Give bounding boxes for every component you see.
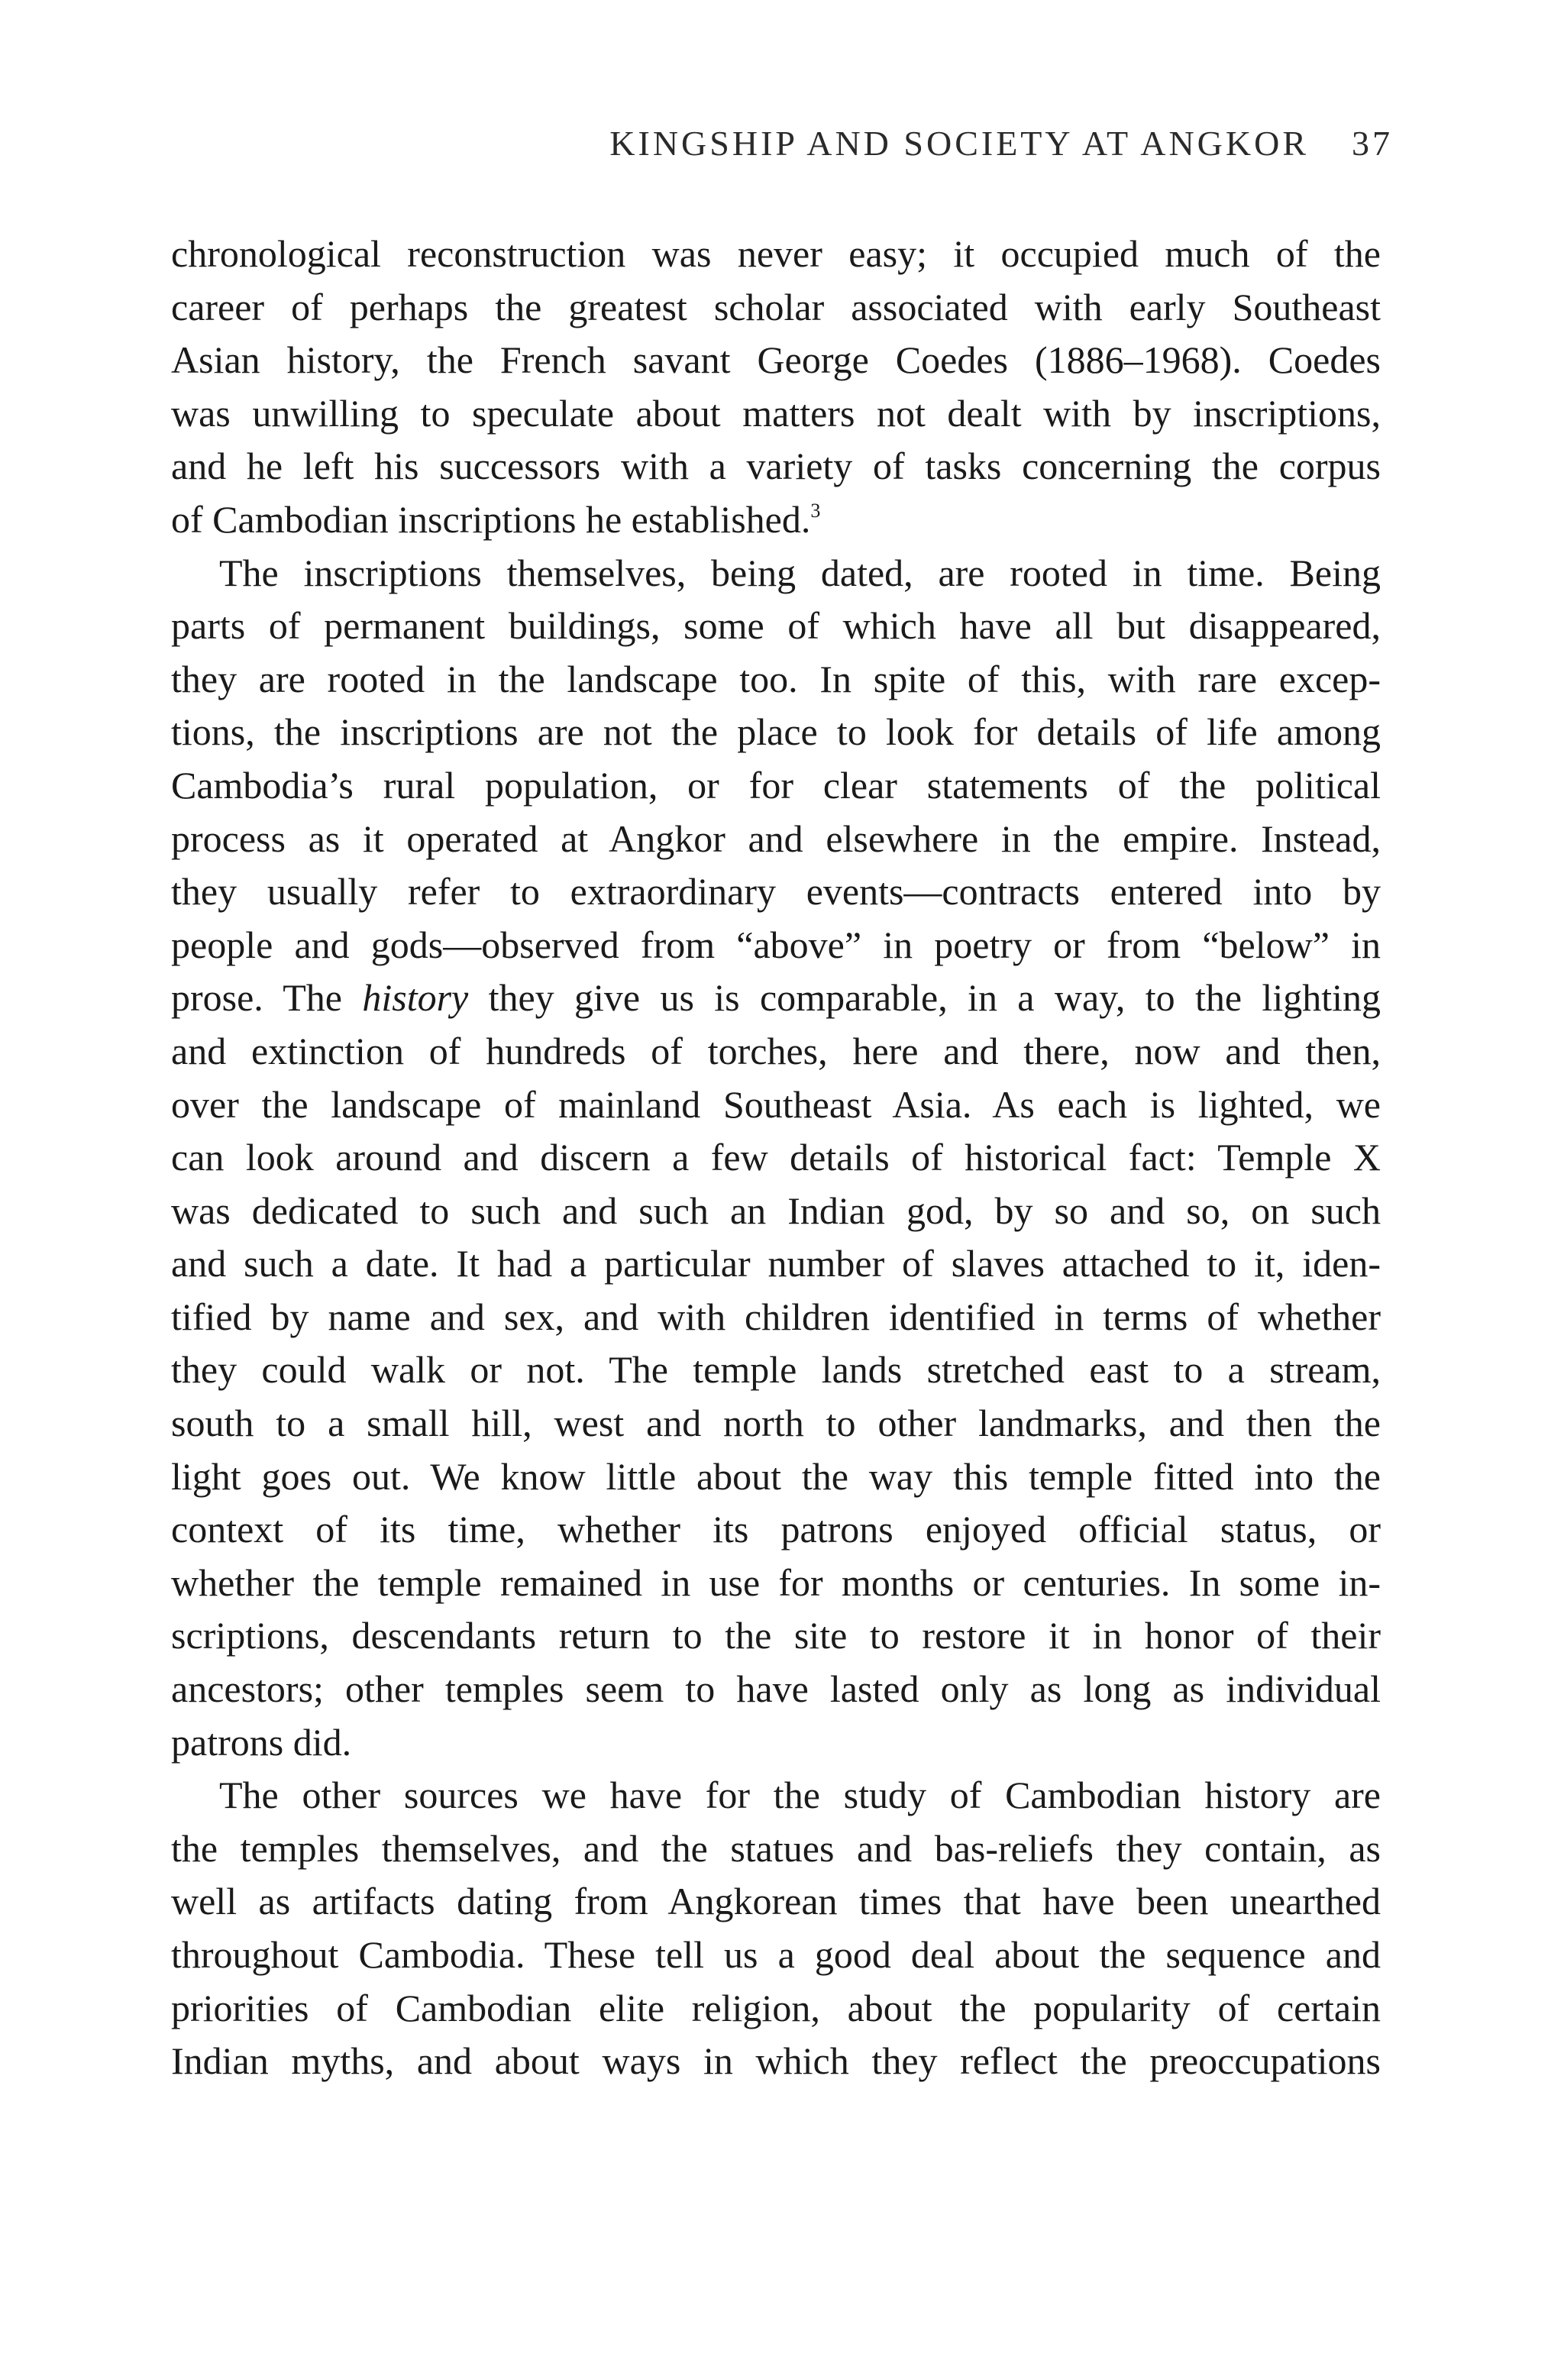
text-line: Asian history, the French savant George Coedes (1886–1968). Coedes — [171, 338, 1381, 382]
text-line: The inscriptions themselves, being dated, are rooted in time. Being — [219, 551, 1381, 594]
text-line: career of perhaps the greatest scholar associated with early Southeast — [171, 285, 1381, 328]
text-line: can look around and discern a few details of historical fact: Temple X — [171, 1136, 1381, 1179]
body-text — [171, 228, 1381, 2088]
text-line: parts of permanent buildings, some of which have all but disappeared, — [171, 604, 1381, 648]
text-line: Indian myths, and about ways in which they reflect the preoccupations — [171, 2039, 1381, 2083]
text-line: tified by name and sex, and with children identified in terms of whether — [171, 1295, 1381, 1338]
text-line — [171, 972, 1381, 1025]
text-line: whether the temple remained in use for months or centuries. In some in- — [171, 1560, 1381, 1604]
text-line: the temples themselves, and the statues and bas-reliefs they contain, as — [171, 1826, 1381, 1870]
text-line: was unwilling to speculate about matters not dealt with by inscriptions, — [171, 391, 1381, 435]
running-head — [171, 126, 1393, 161]
text-line: and such a date. It had a particular number of slaves attached to it, iden- — [171, 1242, 1381, 1285]
text-line: over the landscape of mainland Southeast Asia. As each is lighted, we — [171, 1082, 1381, 1126]
text-line: Cambodia’s rural population, or for clear statements of the political — [171, 763, 1381, 807]
text-line: patrons did. — [171, 1720, 352, 1764]
text-line: throughout Cambodia. These tell us a good deal about the sequence and — [171, 1933, 1381, 1976]
footnote-marker: 3 — [810, 499, 821, 522]
text-line: and extinction of hundreds of torches, here and there, now and then, — [171, 1029, 1381, 1072]
text-fragment: of Cambodian inscriptions he established. — [171, 497, 811, 541]
text-line: people and gods—observed from “above” in poetry or from “below” in — [171, 923, 1381, 966]
text-line: south to a small hill, west and north to other landmarks, and then the — [171, 1402, 1381, 1445]
text-line: they are rooted in the landscape too. In spite of this, with rare excep- — [171, 657, 1381, 700]
text-line — [171, 493, 1381, 547]
text-fragment: they give us is comparable, in a way, to the lighting — [468, 976, 1381, 1020]
text-line: light goes out. We know little about the way this temple fitted into the — [171, 1454, 1381, 1498]
page-number: 37 — [1352, 124, 1393, 163]
text-line: and he left his successors with a variety of tasks concerning the corpus — [171, 445, 1381, 488]
text-line: tions, the inscriptions are not the place to look for details of life among — [171, 710, 1381, 754]
running-title: KINGSHIP AND SOCIETY AT ANGKOR — [609, 124, 1309, 163]
text-line: chronological reconstruction was never easy; it occupied much of the — [171, 232, 1381, 275]
text-line: The other sources we have for the study of Cambodian history are — [219, 1774, 1381, 1817]
text-line: priorities of Cambodian elite religion, about the popularity of certain — [171, 1986, 1381, 2029]
text-line: well as artifacts dating from Angkorean times that have been unearthed — [171, 1880, 1381, 1923]
text-line: was dedicated to such and such an Indian god, by so and so, on such — [171, 1188, 1381, 1232]
text-line: they could walk or not. The temple lands stretched east to a stream, — [171, 1348, 1381, 1392]
text-line: process as it operated at Angkor and elsewhere in the empire. Instead, — [171, 817, 1381, 860]
text-fragment: prose. The — [171, 976, 363, 1020]
text-line: ancestors; other temples seem to have lasted only as long as individual — [171, 1667, 1381, 1711]
text-line: context of its time, whether its patrons enjoyed official status, or — [171, 1508, 1381, 1551]
text-line: they usually refer to extraordinary events—contracts entered into by — [171, 870, 1381, 914]
italic-word: history — [362, 976, 469, 1020]
text-line: scriptions, descendants return to the site to restore it in honor of their — [171, 1614, 1381, 1657]
